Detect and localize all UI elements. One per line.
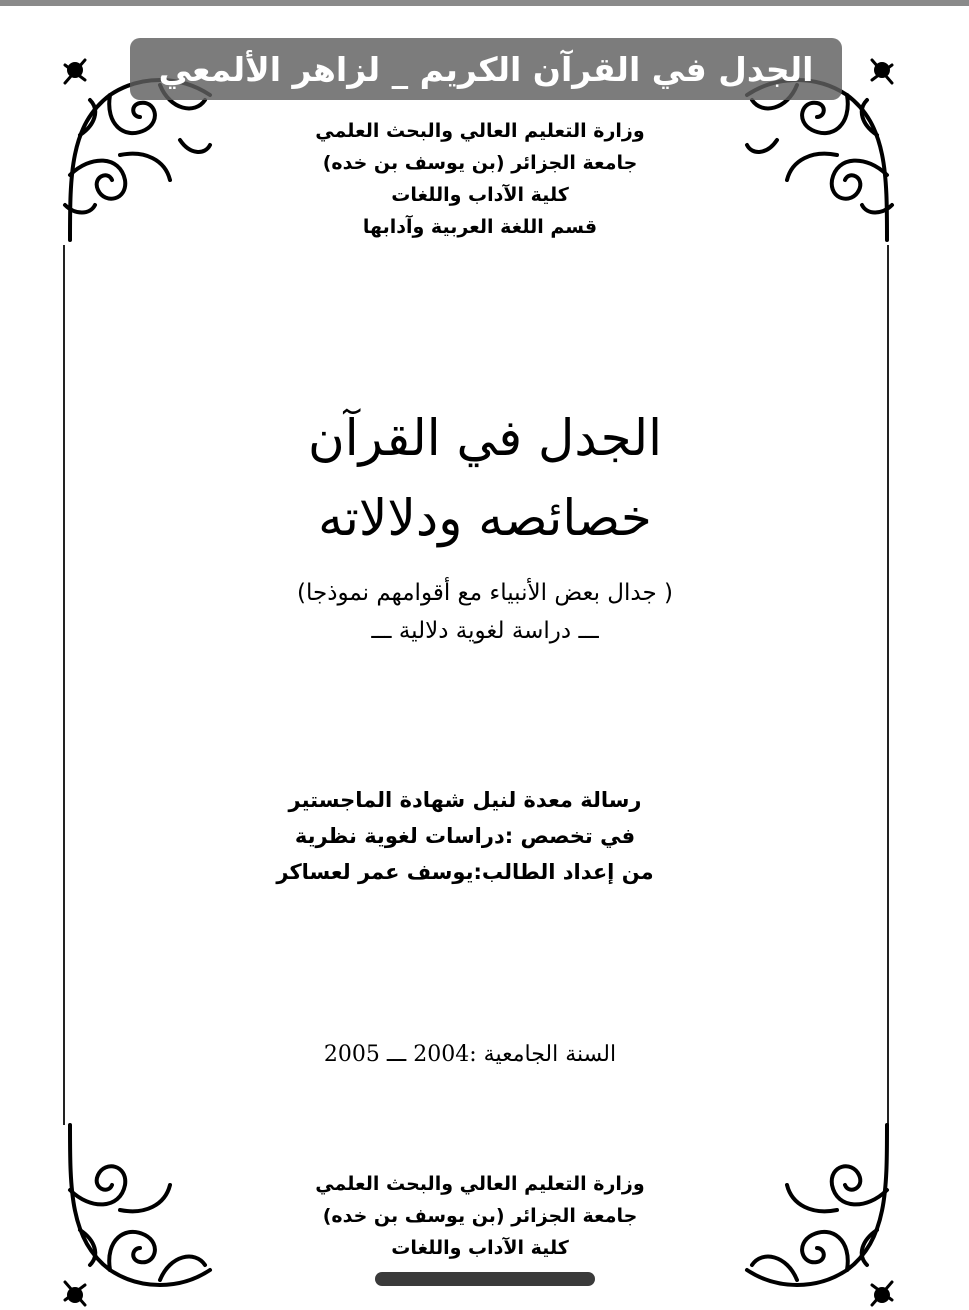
banner-title: الجدل في القرآن الكريم _ لزاهر الألمعي [158,49,814,89]
institution-footer [290,1168,670,1264]
corner-ornament-bottom-right-icon [732,1120,907,1310]
university-line: جامعة الجزائر (بن يوسف بن خده) [322,152,638,174]
corner-ornament-bottom-left-icon [50,1120,225,1310]
specialty-line: في تخصص :دراسات لغوية نظرية [294,824,636,848]
footer-ministry-line: وزارة التعليم العالي والبحث العلمي [315,1173,645,1195]
thesis-subtitle [200,574,770,650]
degree-line: رسالة معدة لنيل شهادة الماجستير [288,788,642,812]
department-line: قسم اللغة العربية وآدابها [362,216,598,238]
footer-university-line: جامعة الجزائر (بن يوسف بن خده) [322,1205,638,1227]
frame-right-border [887,245,889,1125]
footer-faculty-line: كلية الآداب واللغات [391,1237,569,1259]
frame-left-border [63,245,65,1125]
institution-header [290,115,670,243]
faculty-line: كلية الآداب واللغات [391,184,569,206]
subtitle-line-1: ( جدال بعض الأنبياء مع أقوامهم نموذجا) [297,580,673,606]
title-line-1: الجدل في القرآن [308,409,662,467]
ministry-line: وزارة التعليم العالي والبحث العلمي [315,120,645,142]
thesis-title [200,398,770,558]
academic-year [290,1042,650,1067]
title-line-2: خصائصه ودلالاته [318,489,652,547]
top-edge-bar [0,0,969,6]
thesis-info [250,782,680,890]
title-banner [130,38,842,100]
academic-year-text: السنة الجامعية :2004 ـــ 2005 [323,1042,617,1067]
home-indicator-bar[interactable] [375,1272,595,1286]
author-line: من إعداد الطالب:يوسف عمر لعساكر [276,860,654,884]
subtitle-line-2: ـــ دراسة لغوية دلالية ـــ [371,618,599,644]
